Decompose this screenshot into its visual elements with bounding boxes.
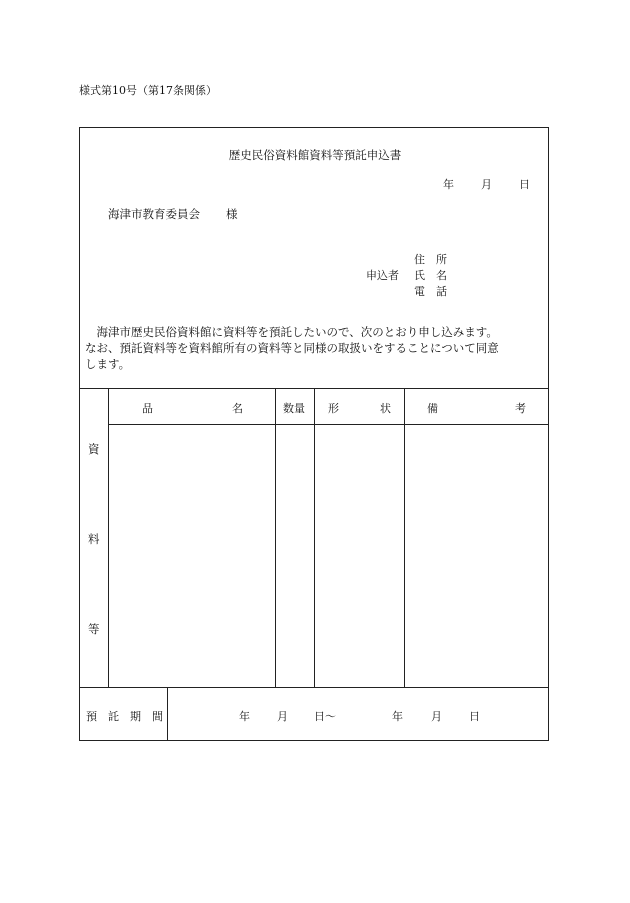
side-label-char-3: 等 [88, 622, 100, 636]
period-from-day: 日～ [314, 710, 336, 723]
table-bottom-border [79, 687, 549, 688]
header-remarks-b: 考 [515, 402, 526, 415]
side-label-char-1: 資 [88, 442, 100, 456]
phone-label: 電 話 [414, 285, 447, 298]
quantity-divider [314, 388, 315, 687]
address-label: 住 所 [414, 253, 447, 266]
period-from-month: 月 [277, 710, 288, 723]
date-day-label: 日 [519, 178, 530, 191]
period-from-year: 年 [239, 710, 250, 723]
header-shape-a: 形 [328, 402, 339, 415]
shape-divider [404, 388, 405, 687]
statement-line-2: なお、預託資料等を資料館所有の資料等と同様の取扱いをすることについて同意 [85, 341, 499, 355]
date-month-label: 月 [481, 178, 492, 191]
statement-line-3: します。 [85, 357, 131, 371]
period-label-divider [167, 687, 168, 741]
period-to-month: 月 [431, 710, 442, 723]
recipient-name: 海津市教育委員会 [108, 207, 200, 221]
header-item-name-a: 品 [142, 402, 153, 415]
header-quantity: 数量 [283, 402, 305, 415]
name-label: 氏 名 [414, 269, 447, 282]
item-name-divider [275, 388, 276, 687]
date-year-label: 年 [443, 178, 454, 191]
header-shape-b: 状 [380, 402, 391, 415]
header-item-name-b: 名 [232, 402, 243, 415]
form-number: 様式第10号（第17条関係） [79, 84, 217, 97]
header-bottom-border [108, 424, 549, 425]
period-to-day: 日 [469, 710, 480, 723]
side-label-char-2: 料 [88, 532, 100, 546]
recipient-honorific: 様 [226, 207, 238, 221]
form-title: 歴史民俗資料館資料等預託申込書 [228, 148, 402, 162]
header-remarks-a: 備 [427, 402, 438, 415]
period-to-year: 年 [392, 710, 403, 723]
applicant-heading: 申込者 [366, 269, 399, 282]
side-label-divider [108, 388, 109, 687]
deposit-period-label: 預 託 期 間 [86, 710, 163, 723]
statement-line-1: 海津市歴史民俗資料館に資料等を預託したいので、次のとおり申し込みます。 [85, 325, 498, 339]
application-statement [85, 324, 545, 372]
